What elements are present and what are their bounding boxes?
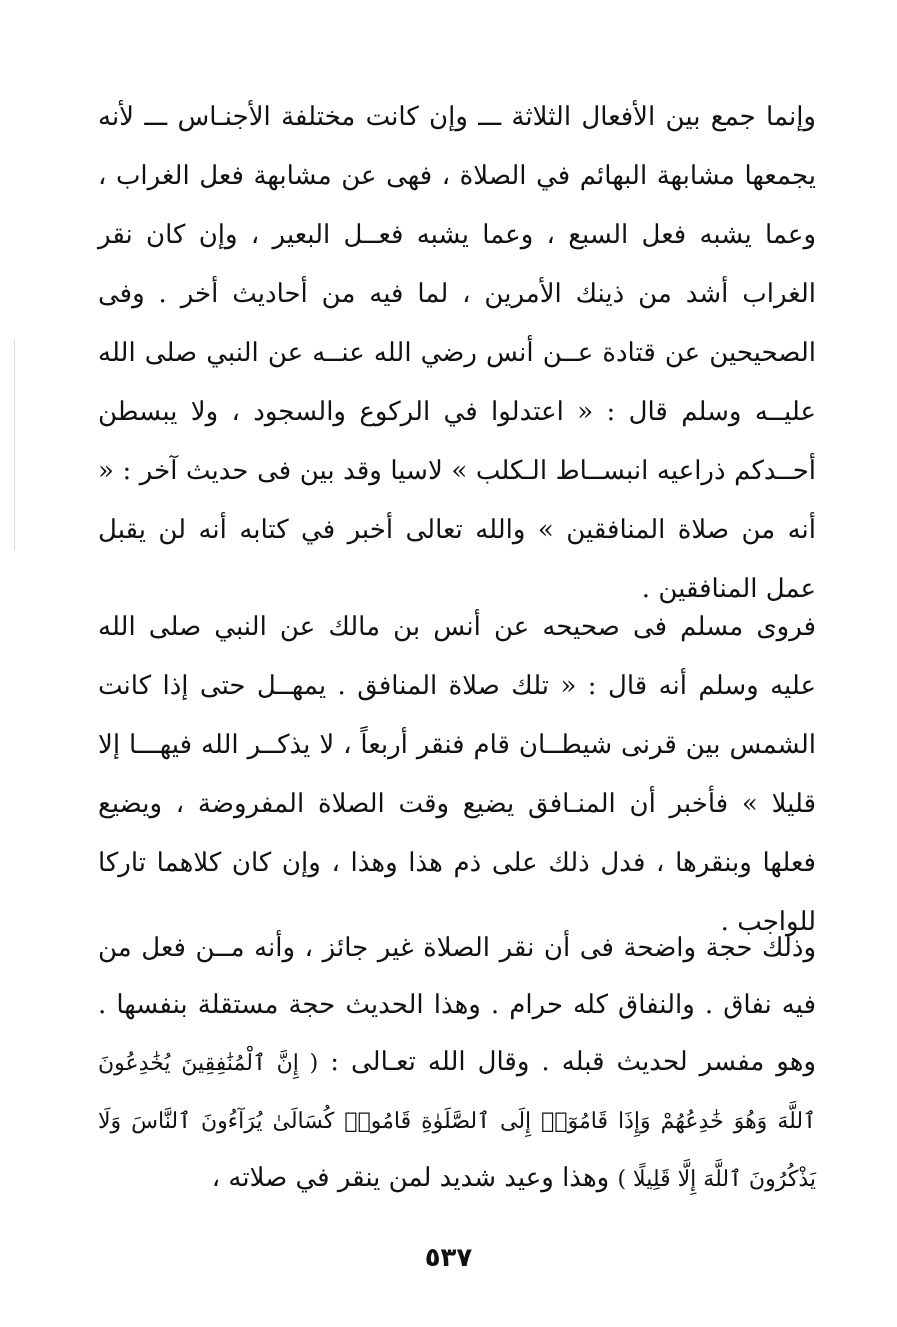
scan-margin-line bbox=[14, 340, 15, 550]
quran-verse: ( إِنَّ ٱلْمُنَٰفِقِينَ يُخَٰدِعُونَ ٱللَّهَ وَهُوَ خَٰدِعُهُمْ وَإِذَا قَامُوٓا۟ إِلَى ٱلصَّلَوٰةِ قَامُوا۟ كُسَالَىٰ يُرَآءُونَ ٱلنَّاسَ وَلَا يَذْكُرُونَ ٱللَّهَ إِلَّا قَلِيلًا ) bbox=[98, 1051, 816, 1192]
paragraph-3-intro: وذلك حجة واضحة فى أن نقر الصلاة غير جائز ، وأنه مــن فعل من فيه نفاق . والنفاق كله حرام . وهذا الحديث حجة مستقلة بنفسها . وهو مفسر لحديث قبله . وقال الله تعـالى : bbox=[98, 933, 816, 1077]
paragraph-3 bbox=[98, 920, 816, 1208]
paragraph-1: وإنما جمع بين الأفعال الثلاثة ـــ وإن كانت مختلفة الأجنـاس ـــ لأنه يجمعها مشابهة البهائم في الصلاة ، فهى عن مشابهة فعل الغراب ، وعما يشبه فعل السبع ، وعما يشبه فعــل البعير ، وإن كان نقر الغراب أشد من ذينك الأمرين ، لما فيه من أحاديث أخر . وفى الصحيحين عن قتادة عــن أنس رضي الله عنــه عن النبي صلى الله عليــه وسلم قال : « اعتدلوا في الركوع والسجود ، ولا يبسطن أحــدكم ذراعيه انبســاط الـكلب » لاسيا وقد بين فى حديث آخر : « أنه من صلاة المنافقين » والله تعالى أخبر في كتابه أنه لن يقبل عمل المنافقين . bbox=[98, 102, 816, 604]
paragraph-3-conclusion: وهذا وعيد شديد لمن ينقر في صلاته ، bbox=[211, 1163, 610, 1193]
page-number: ٥٣٧ bbox=[424, 1243, 473, 1273]
paragraph-2: فروى مسلم فى صحيحه عن أنس بن مالك عن النبي صلى الله عليه وسلم أنه قال : « تلك صلاة المنافق . يمهــل حتى إذا كانت الشمس بين قرنى شيطــان قام فنقر أربعاً ، لا يذكــر الله فيهـــا إلا قليلا » فأخبر أن المنـافق يضيع وقت الصلاة المفروضة ، ويضيع فعلها وبنقرها ، فدل ذلك على ذم هذا وهذا ، وإن كان كلاهما تاركا للواجب . bbox=[98, 612, 816, 937]
